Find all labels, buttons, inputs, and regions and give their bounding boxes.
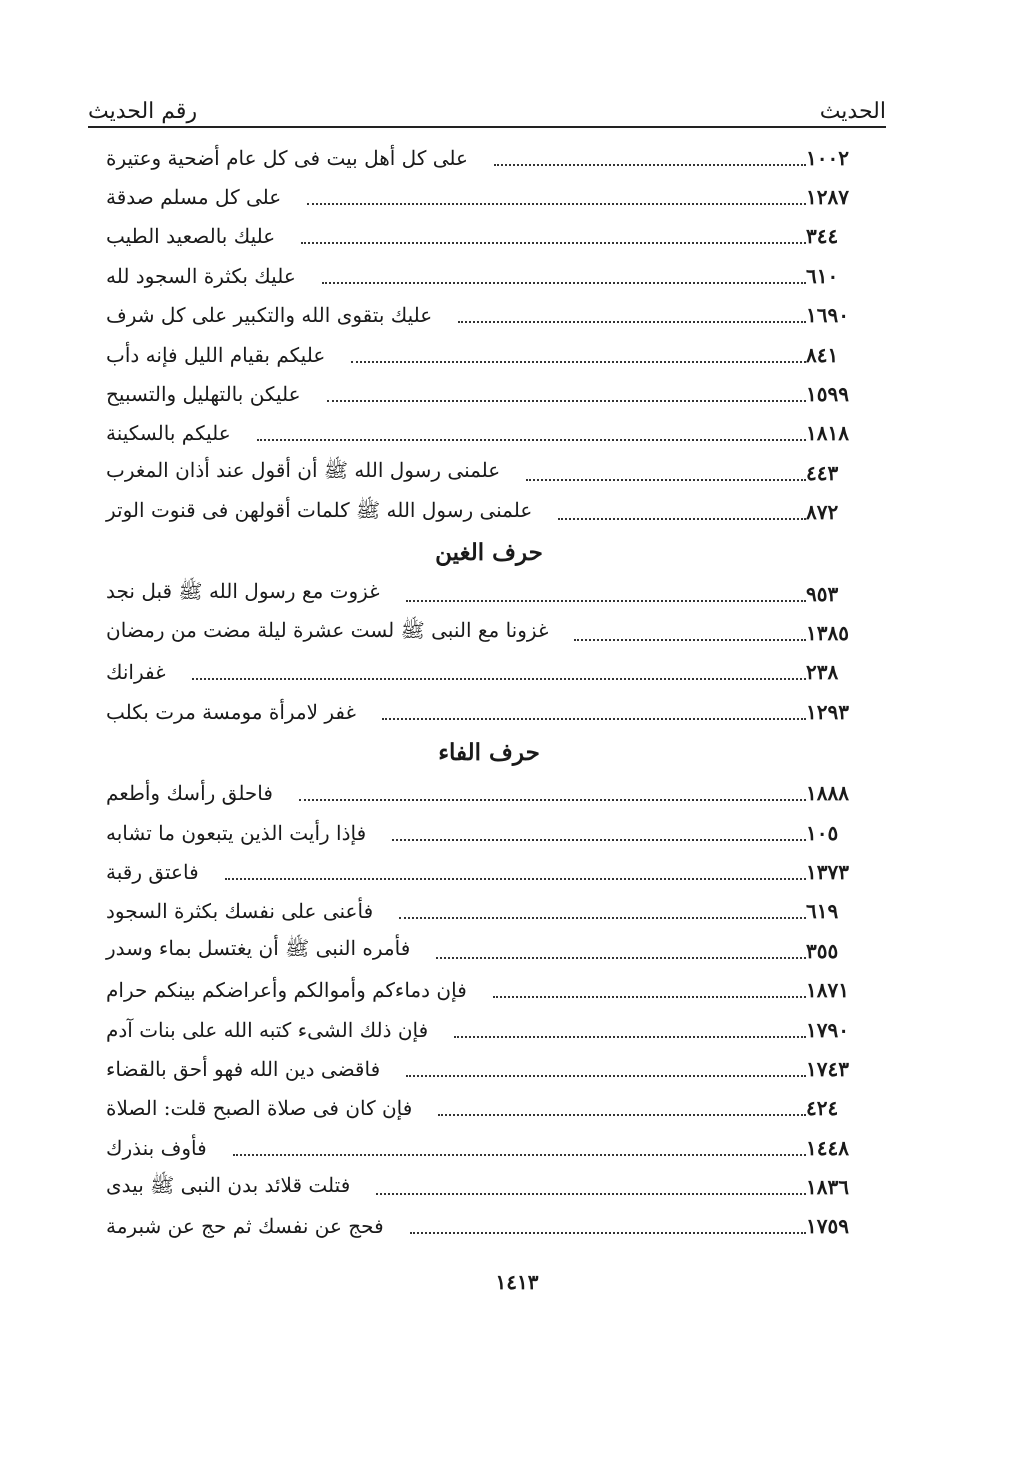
hadith-number: ٨٧٢ xyxy=(806,500,839,525)
dot-leader xyxy=(458,321,806,323)
index-entry xyxy=(100,1089,878,1128)
index-entry xyxy=(100,296,878,335)
header-rule xyxy=(88,126,886,128)
index-entry xyxy=(100,653,878,692)
hadith-text: فإن دماءكم وأموالكم وأعراضكم بينكم حرام xyxy=(106,978,467,1003)
hadith-number: ١٣٨٥ xyxy=(806,620,849,645)
index-entry xyxy=(100,256,878,295)
section-heading: حرف الغين xyxy=(435,539,543,567)
hadith-number: ١٥٩٩ xyxy=(806,382,849,407)
hadith-text: غفرانك xyxy=(106,660,166,685)
hadith-number: ٤٤٣ xyxy=(806,460,839,485)
hadith-number: ١٠٥ xyxy=(806,820,839,845)
hadith-text: عليكم بالسكينة xyxy=(106,421,231,446)
dot-leader xyxy=(301,242,806,244)
hadith-number: ٣٥٥ xyxy=(806,938,839,963)
dot-leader xyxy=(574,639,806,641)
hadith-number: ١٧٤٣ xyxy=(806,1056,849,1081)
hadith-text: فإذا رأيت الذين يتبعون ما تشابه xyxy=(106,820,367,845)
index-entry xyxy=(100,813,878,852)
dot-leader xyxy=(454,1036,806,1038)
hadith-text: غزوت مع رسول الله ﷺ قبل نجد xyxy=(106,579,380,604)
hadith-text: غفر لامرأة مومسة مرت بكلب xyxy=(106,699,356,724)
index-entry xyxy=(100,692,878,731)
hadith-text: فتلت قلائد بدن النبى ﷺ بيدى xyxy=(106,1172,351,1197)
hadith-text: علمنى رسول الله ﷺ كلمات أقولهن فى قنوت الوتر xyxy=(106,497,533,522)
dot-leader xyxy=(494,164,806,166)
dot-leader xyxy=(526,479,806,481)
hadith-number: ٣٤٤ xyxy=(806,224,839,249)
index-entry xyxy=(100,177,878,216)
index-entry xyxy=(100,574,878,613)
hadith-number: ٨٤١ xyxy=(806,342,839,367)
hadith-number: ٦١٠ xyxy=(806,263,839,288)
index-entry xyxy=(100,138,878,177)
hadith-number: ١٧٥٩ xyxy=(806,1214,849,1239)
index-entries xyxy=(100,138,878,1246)
hadith-text: فحج عن نفسك ثم حج عن شبرمة xyxy=(106,1214,384,1239)
index-entry xyxy=(100,1207,878,1246)
dot-leader xyxy=(327,400,806,402)
index-entry xyxy=(100,613,878,652)
index-entry xyxy=(100,493,878,532)
dot-leader xyxy=(233,1154,806,1156)
hadith-text: فاقضى دين الله فهو أحق بالقضاء xyxy=(106,1056,381,1081)
hadith-number: ٦١٩ xyxy=(806,899,839,924)
dot-leader xyxy=(436,957,806,959)
index-entry xyxy=(100,453,878,492)
hadith-text: عليكن بالتهليل والتسبيح xyxy=(106,382,301,407)
dot-leader xyxy=(382,718,806,720)
index-entry xyxy=(100,1167,878,1206)
header-hadith-label: الحديث xyxy=(819,99,886,124)
hadith-text: عليك بالصعيد الطيب xyxy=(106,224,276,249)
hadith-text: فأوف بنذرك xyxy=(106,1135,207,1160)
hadith-text: على كل أهل بيت فى كل عام أضحية وعتيرة xyxy=(106,145,468,170)
dot-leader xyxy=(257,439,806,441)
page-header xyxy=(88,84,886,124)
index-entry xyxy=(100,374,878,413)
index-entry xyxy=(100,1010,878,1049)
hadith-text: فاحلق رأسك وأطعم xyxy=(106,781,273,806)
index-entry xyxy=(100,892,878,931)
dot-leader xyxy=(192,678,806,680)
hadith-text: غزونا مع النبى ﷺ لست عشرة ليلة مضت من رمضان xyxy=(106,618,549,643)
index-entry xyxy=(100,414,878,453)
dot-leader xyxy=(406,600,806,602)
hadith-number: ١٨٨٨ xyxy=(806,781,849,806)
section-heading: حرف الفاء xyxy=(438,738,540,766)
dot-leader xyxy=(299,799,806,801)
page-number: ١٤١٣ xyxy=(495,1270,539,1294)
hadith-text: عليك بتقوى الله والتكبير على كل شرف xyxy=(106,303,433,328)
dot-leader xyxy=(376,1193,806,1195)
index-entry xyxy=(100,335,878,374)
index-entry xyxy=(100,970,878,1009)
dot-leader xyxy=(322,282,806,284)
hadith-number: ١٨١٨ xyxy=(806,421,849,446)
hadith-number: ١٢٩٣ xyxy=(806,699,849,724)
hadith-number: ١٦٩٠ xyxy=(806,303,849,328)
dot-leader xyxy=(558,518,806,520)
dot-leader xyxy=(392,839,806,841)
index-entry xyxy=(100,217,878,256)
hadith-number: ١٣٧٣ xyxy=(806,859,849,884)
index-entry xyxy=(100,773,878,812)
hadith-text: علمنى رسول الله ﷺ أن أقول عند أذان المغرب xyxy=(106,458,501,483)
hadith-number: ١٨٣٦ xyxy=(806,1175,849,1200)
hadith-number: ٤٢٤ xyxy=(806,1096,839,1121)
header-number-label: رقم الحديث xyxy=(88,99,198,124)
hadith-text: فاعتق رقبة xyxy=(106,859,199,884)
dot-leader xyxy=(399,917,806,919)
dot-leader xyxy=(406,1075,806,1077)
hadith-text: على كل مسلم صدقة xyxy=(106,185,282,210)
dot-leader xyxy=(351,361,806,363)
hadith-number: ٩٥٣ xyxy=(806,581,839,606)
hadith-number: ١٠٠٢ xyxy=(806,145,849,170)
hadith-text: فإن كان فى صلاة الصبح قلت: الصلاة xyxy=(106,1096,413,1121)
hadith-text: فإن ذلك الشىء كتبه الله على بنات آدم xyxy=(106,1017,429,1042)
dot-leader xyxy=(410,1232,806,1234)
dot-leader xyxy=(438,1114,806,1116)
index-entry xyxy=(100,931,878,970)
dot-leader xyxy=(493,996,806,998)
dot-leader xyxy=(307,203,806,205)
hadith-number: ١٢٨٧ xyxy=(806,185,849,210)
hadith-number: ١٤٤٨ xyxy=(806,1135,849,1160)
hadith-text: فأعنى على نفسك بكثرة السجود xyxy=(106,899,374,924)
hadith-number: ١٧٩٠ xyxy=(806,1017,849,1042)
hadith-number: ٢٣٨ xyxy=(806,660,839,685)
hadith-text: عليك بكثرة السجود لله xyxy=(106,263,296,288)
index-entry xyxy=(100,1049,878,1088)
hadith-text: فأمره النبى ﷺ أن يغتسل بماء وسدر xyxy=(106,936,411,961)
dot-leader xyxy=(225,878,806,880)
hadith-text: عليكم بقيام الليل فإنه دأب xyxy=(106,342,326,367)
index-entry xyxy=(100,1128,878,1167)
hadith-number: ١٨٧١ xyxy=(806,978,849,1003)
index-entry xyxy=(100,852,878,891)
